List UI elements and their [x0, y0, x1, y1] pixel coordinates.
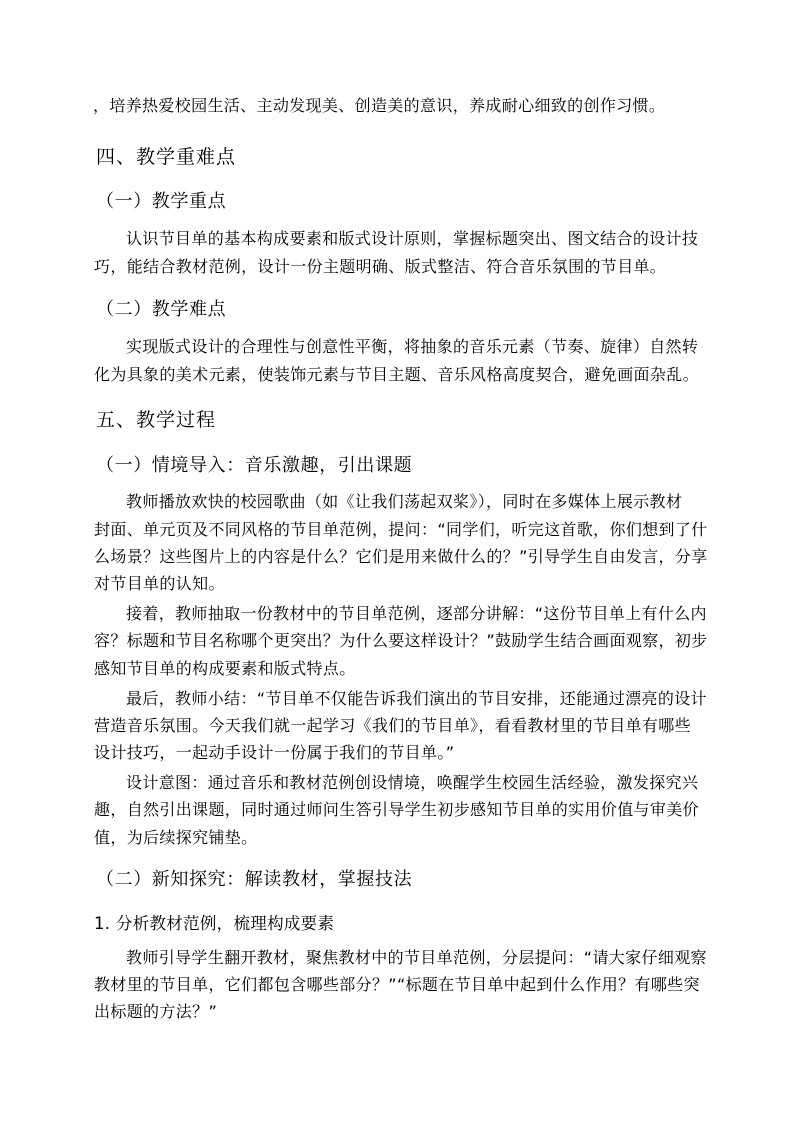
p1-line-2: 封面、单元页及不同风格的节目单范例，提问：“同学们，听完这首歌，你们想到了什 — [94, 520, 708, 539]
sub1-line-1: 教师引导学生翻开教材，聚焦教材中的节目单范例，分层提问：“请大家仔细观察 — [126, 948, 707, 967]
sub1-line-2: 教材里的节目单，它们都包含哪些部分？”“标题在节目单中起到什么作用？有哪些突 — [94, 975, 700, 994]
sub1-line-3: 出标题的方法？” — [94, 1002, 218, 1021]
difficulty-line-1: 实现版式设计的合理性与创意性平衡，将抽象的音乐元素（节奏、旋律）自然转 — [126, 337, 699, 356]
p1-line-4: 对节目单的认知。 — [94, 574, 225, 593]
p3-line-1: 最后，教师小结：“节目单不仅能告诉我们演出的节目安排，还能通过漂亮的设计 — [126, 689, 707, 708]
p3-line-3: 设计技巧，一起动手设计一份属于我们的节目单。” — [94, 743, 455, 762]
focus-line-2: 巧，能结合教材范例，设计一份主题明确、版式整洁、符合音乐氛围的节目单。 — [94, 257, 667, 276]
teaching-focus-heading: （一）教学重点 — [96, 191, 227, 212]
p1-line-1: 教师播放欢快的校园歌曲（如《让我们荡起双桨》），同时在多媒体上展示教材 — [126, 492, 683, 511]
p2-line-3: 感知节目单的构成要素和版式特点。 — [94, 659, 356, 678]
analyze-examples-heading: 1. 分析教材范例，梳理构成要素 — [94, 914, 335, 933]
p2-line-1: 接着，教师抽取一份教材中的节目单范例，逐部分讲解：“这份节目单上有什么内 — [126, 604, 707, 623]
new-knowledge-heading: （二）新知探究：解读教材，掌握技法 — [96, 869, 413, 890]
p4-line-1: 设计意图：通过音乐和教材范例创设情境，唤醒学生校园生活经验，激发探究兴 — [126, 773, 699, 792]
p1-line-3: 么场景？这些图片上的内容是什么？它们是用来做什么的？”引导学生自由发言，分享 — [94, 547, 708, 566]
p2-line-2: 容？标题和节目名称哪个更突出？为什么要这样设计？”鼓励学生结合画面观察，初步 — [94, 631, 708, 650]
section-4-heading: 四、教学重难点 — [96, 146, 237, 168]
intro-tail-text: ，培养热爱校园生活、主动发现美、创造美的意识，养成耐心细致的创作习惯。 — [93, 96, 666, 115]
focus-line-1: 认识节目单的基本构成要素和版式设计原则，掌握标题突出、图文结合的设计技 — [126, 229, 699, 248]
p4-line-3: 值，为后续探究铺垫。 — [94, 828, 258, 847]
teaching-difficulty-heading: （二）教学难点 — [96, 299, 227, 320]
p3-line-2: 营造音乐氛围。今天我们就一起学习《我们的节目单》，看看教材里的节目单有哪些 — [94, 716, 691, 735]
situation-intro-heading: （一）情境导入：音乐激趣，引出课题 — [96, 455, 413, 476]
p4-line-2: 趣，自然引出课题，同时通过师问生答引导学生初步感知节目单的实用价值与审美价 — [94, 800, 699, 819]
section-5-heading: 五、教学过程 — [96, 409, 217, 431]
difficulty-line-2: 化为具象的美术元素，使装饰元素与节目主题、音乐风格高度契合，避免画面杂乱。 — [94, 365, 699, 384]
